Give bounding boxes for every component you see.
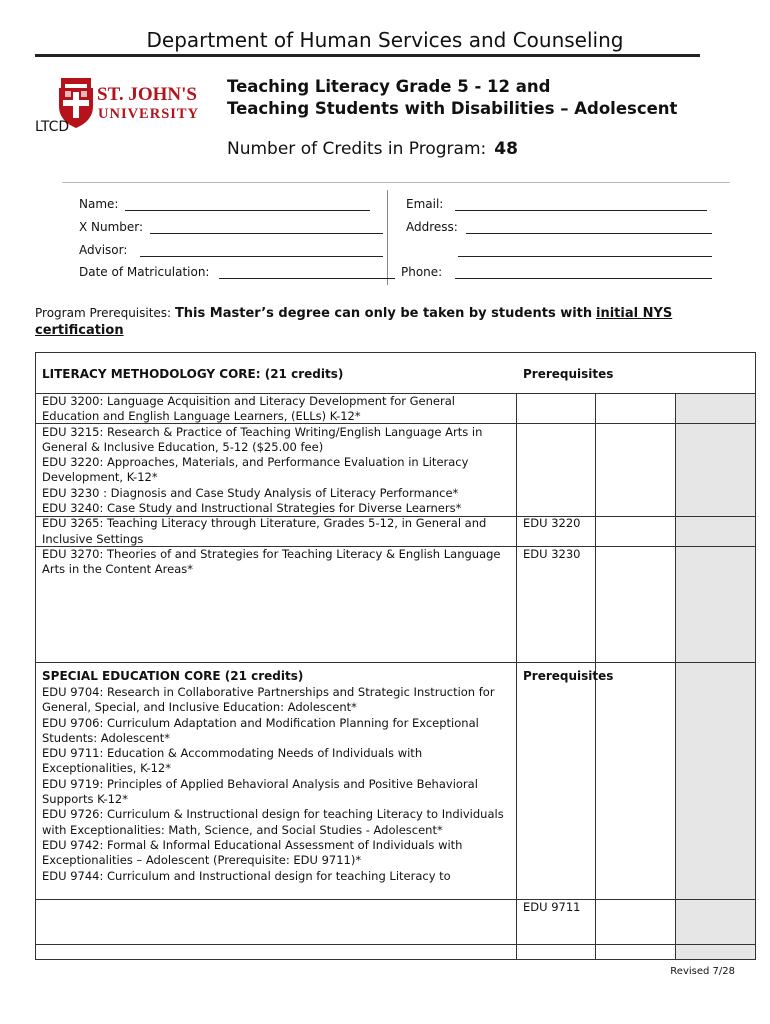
prereq-edu9742: EDU 9711 xyxy=(523,900,581,914)
literacy-core-heading: LITERACY METHODOLOGY CORE: (21 credits) xyxy=(42,367,344,381)
course-code: EDU 9742: xyxy=(42,837,104,852)
program-prerequisites xyxy=(35,305,735,339)
special-ed-heading: SPECIAL EDUCATION CORE (21 credits) xyxy=(42,669,304,683)
course-row xyxy=(42,746,512,777)
prerequisites-text: This Master’s degree can only be taken by students with xyxy=(174,306,593,321)
advisor-label: Advisor: xyxy=(79,243,128,257)
name-label: Name: xyxy=(79,197,119,211)
department-title: Department of Human Services and Counseling xyxy=(146,28,624,52)
form-column-divider xyxy=(387,190,388,285)
logo-text-line1: ST. JOHN'S xyxy=(97,84,197,105)
revision-note: Revised 7/28 xyxy=(670,966,735,977)
course-row xyxy=(42,501,512,516)
form-divider xyxy=(62,182,730,183)
address-field[interactable] xyxy=(466,233,712,234)
course-title: Principles of Applied Behavioral Analysis and Positive Behavioral Supports K-12* xyxy=(42,776,478,807)
course-code: EDU 9726: xyxy=(42,807,104,822)
course-code: EDU 9704: xyxy=(42,685,104,699)
course-title: Curriculum Adaptation and Modification Planning for Exceptional Students: Adolescent* xyxy=(42,715,479,745)
course-title: Case Study and Instructional Strategies for Diverse Learners* xyxy=(107,501,462,516)
name-field[interactable] xyxy=(125,210,370,211)
course-title: Approaches, Materials, and Performance Evaluation in Literacy Development, K-12* xyxy=(42,455,469,485)
email-label: Email: xyxy=(406,197,444,211)
email-field[interactable] xyxy=(455,210,707,211)
address-field-line2[interactable] xyxy=(458,256,712,257)
advisor-field[interactable] xyxy=(140,256,383,257)
course-row xyxy=(42,547,512,578)
prereq-edu3230: EDU 3220 xyxy=(523,516,581,530)
university-logo xyxy=(55,76,200,128)
course-row xyxy=(42,516,512,547)
credits-label: Number of Credits in Program: xyxy=(227,139,487,159)
course-row xyxy=(42,685,512,716)
xnumber-label: X Number: xyxy=(79,220,144,234)
course-code: EDU 9706: xyxy=(42,715,104,730)
course-title: Theories of and Strategies for Teaching Literacy & English Language Arts in the Content Areas* xyxy=(42,546,501,577)
course-code: EDU 3265: xyxy=(42,516,104,531)
credits-value: 48 xyxy=(494,139,518,159)
program-title-line2: Teaching Students with Disabilities – Adolescent xyxy=(227,99,678,118)
course-title: Curriculum & Instructional design for teaching Literacy to Individuals with Exceptionalities: Math, Science, and Social Studies - Adolescent* xyxy=(42,807,504,837)
course-title: Education & Accommodating Needs of Individuals with Exceptionalities, K-12* xyxy=(42,746,423,776)
course-table xyxy=(35,352,756,960)
course-title: Formal & Informal Educational Assessment of Individuals with Exceptionalities – Adolescent (Prerequisite: EDU 9711)* xyxy=(42,837,463,868)
logo-text-line2: UNIVERSITY xyxy=(98,106,200,122)
prerequisites-emphasis: initial NYS certification xyxy=(35,306,673,338)
course-code: EDU 3240: xyxy=(42,501,104,516)
course-title: Curriculum and Instructional design for teaching Literacy to xyxy=(107,868,451,883)
course-title: Teaching Literacy through Literature, Grades 5-12, in General and Inclusive Settings xyxy=(42,516,487,546)
course-row xyxy=(42,807,512,838)
xnumber-field[interactable] xyxy=(150,233,383,234)
course-list-special-ed xyxy=(42,685,512,884)
course-code: EDU 3230 : xyxy=(42,485,107,500)
course-code: EDU 9744: xyxy=(42,868,104,883)
course-code: EDU 3200: xyxy=(42,394,104,408)
matriculation-label: Date of Matriculation: xyxy=(79,265,210,279)
course-code: EDU 9711: xyxy=(42,746,104,761)
program-code: LTCD xyxy=(35,119,70,135)
course-list-literacy xyxy=(42,394,512,578)
course-code: EDU 9719: xyxy=(42,776,104,791)
course-title: Language Acquisition and Literacy Development for General Education and English Language Learners, (ELLs) K-12* xyxy=(42,394,455,424)
course-row xyxy=(42,486,512,501)
course-row xyxy=(42,716,512,747)
course-row xyxy=(42,777,512,808)
course-code: EDU 3215: xyxy=(42,424,104,439)
course-code: EDU 3270: xyxy=(42,546,104,561)
course-row xyxy=(42,425,512,456)
literacy-prereq-heading: Prerequisites xyxy=(523,367,614,381)
phone-label: Phone: xyxy=(401,265,443,279)
matriculation-field[interactable] xyxy=(219,278,395,279)
program-title-line1: Teaching Literacy Grade 5 - 12 and xyxy=(227,77,551,96)
course-row xyxy=(42,838,512,869)
header-divider xyxy=(35,54,700,57)
course-title: Research & Practice of Teaching Writing/English Language Arts in General & Inclusive Education, 5-12 ($25.00 fee) xyxy=(42,424,483,454)
course-row xyxy=(42,394,512,425)
course-title: Research in Collaborative Partnerships and Strategic Instruction for General, Special, and Inclusive Education: Adolescent* xyxy=(42,685,495,715)
prerequisites-label: Program Prerequisites: xyxy=(35,306,172,320)
shaded-column xyxy=(675,393,756,960)
program-title xyxy=(227,76,677,120)
credits-row xyxy=(227,139,518,159)
special-ed-prereq-heading: Prerequisites xyxy=(523,669,614,683)
course-row xyxy=(42,455,512,486)
phone-field[interactable] xyxy=(455,278,712,279)
course-row xyxy=(42,869,512,884)
course-title: Diagnosis and Case Study Analysis of Literacy Performance* xyxy=(110,485,459,500)
address-label: Address: xyxy=(406,220,458,234)
course-code: EDU 3220: xyxy=(42,455,104,470)
prereq-edu3240: EDU 3230 xyxy=(523,547,581,561)
